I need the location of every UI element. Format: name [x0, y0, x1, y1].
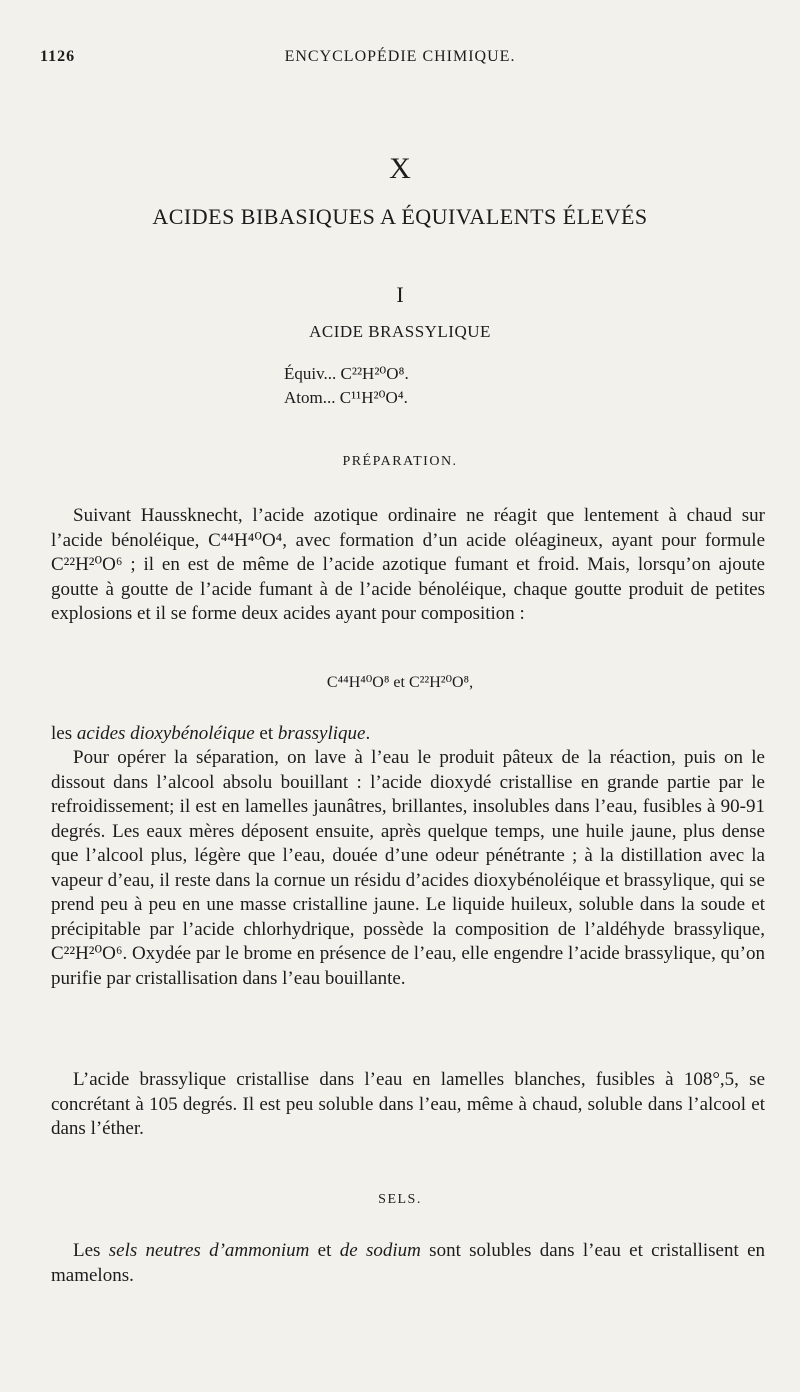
- chapter-title: ACIDES BIBASIQUES A ÉQUIVALENTS ÉLEVÉS: [152, 204, 648, 229]
- preparation-paragraph-1: Suivant Haussknecht, l’acide azotique ordinaire ne réagit que lentement à chaud sur l’acide bénoléique, C⁴⁴H⁴⁰O⁴, avec formation d’un acide oléagineux, ayant pour formule C²²H²⁰O⁶ ; il en est de même de l’acide azotique fumant et froid. Mais, lorsqu’on ajoute goutte à goutte de l’acide fumant à de l’acide bénoléique, chaque goutte produit de petites explosions et il se forme deux acides ayant pour composition :: [51, 505, 765, 624]
- equiv-formula-line: [284, 362, 544, 386]
- sels-italic-1: sels neutres d’ammonium: [108, 1240, 310, 1261]
- section-title: ACIDE BRASSYLIQUE: [309, 322, 491, 341]
- sels-italic-2: de sodium: [339, 1240, 421, 1261]
- composition-formula: C⁴⁴H⁴⁰O⁸ et C²²H²⁰O⁸,: [326, 674, 474, 691]
- p2-italic-acid-2: brassylique: [277, 723, 366, 744]
- preparation-heading: PRÉPARATION.: [342, 454, 458, 469]
- sels-heading: SELS.: [378, 1192, 422, 1207]
- running-title: ENCYCLOPÉDIE CHIMIQUE.: [284, 48, 516, 65]
- preparation-paragraph-4: L’acide brassylique cristallise dans l’eau en lamelles blanches, fusibles à 108°,5, se concrétant à 105 degrés. Il est peu soluble dans l’eau, même à chaud, soluble dans l’alcool et dans l’éther.: [51, 1069, 765, 1139]
- p2-italic-acid-1: acides dioxybénoléique: [76, 723, 255, 744]
- formula-block: [284, 362, 544, 410]
- p2-suffix: .: [365, 723, 371, 744]
- preparation-paragraph-2: [51, 722, 765, 747]
- equiv-formula: C²²H²⁰O⁸.: [340, 364, 409, 383]
- sels-paragraph: [51, 1239, 765, 1288]
- p2-mid: et: [254, 723, 278, 744]
- p2-prefix: les: [51, 723, 77, 744]
- sels-suffix: sont solubles dans l’eau et cristallisent en mamelons.: [51, 1240, 766, 1286]
- sels-prefix: Les: [73, 1240, 109, 1261]
- atom-label: Atom...: [284, 388, 336, 407]
- sels-mid: et: [309, 1240, 340, 1261]
- page-header: [40, 40, 760, 70]
- equiv-label: Équiv...: [284, 364, 337, 383]
- preparation-paragraph-3: Pour opérer la séparation, on lave à l’eau le produit pâteux de la réaction, puis on le dissout dans l’alcool absolu bouillant : l’acide dioxydé cristallise en grande partie par le refroidissement; il est en lamelles jaunâtres, brillantes, insolubles dans l’eau, fusibles à 90-91 degrés. Les eaux mères déposent ensuite, après quelque temps, une huile jaune, plus dense que l’alcool plus, légère que l’eau, douée d’une odeur pénétrante ; à la distillation avec la vapeur d’eau, il reste dans la cornue un résidu d’acides dioxybénoléique et brassylique, qui se prend peu à peu en une masse cristalline jaune. Le liquide huileux, soluble dans la soude et précipitable par l’acide chlorhydrique, possède la composition de l’aldéhyde brassylique, C²²H²⁰O⁶. Oxydée par le brome en présence de l’eau, elle engendre l’acide brassylique, qu’on purifie par cristallisation dans l’eau bouillante.: [51, 747, 765, 989]
- atom-formula-line: [284, 386, 544, 410]
- section-number: I: [396, 282, 404, 307]
- page-number: 1126: [40, 48, 76, 65]
- chapter-number: X: [389, 152, 411, 185]
- atom-formula: C¹¹H²⁰O⁴.: [339, 388, 408, 407]
